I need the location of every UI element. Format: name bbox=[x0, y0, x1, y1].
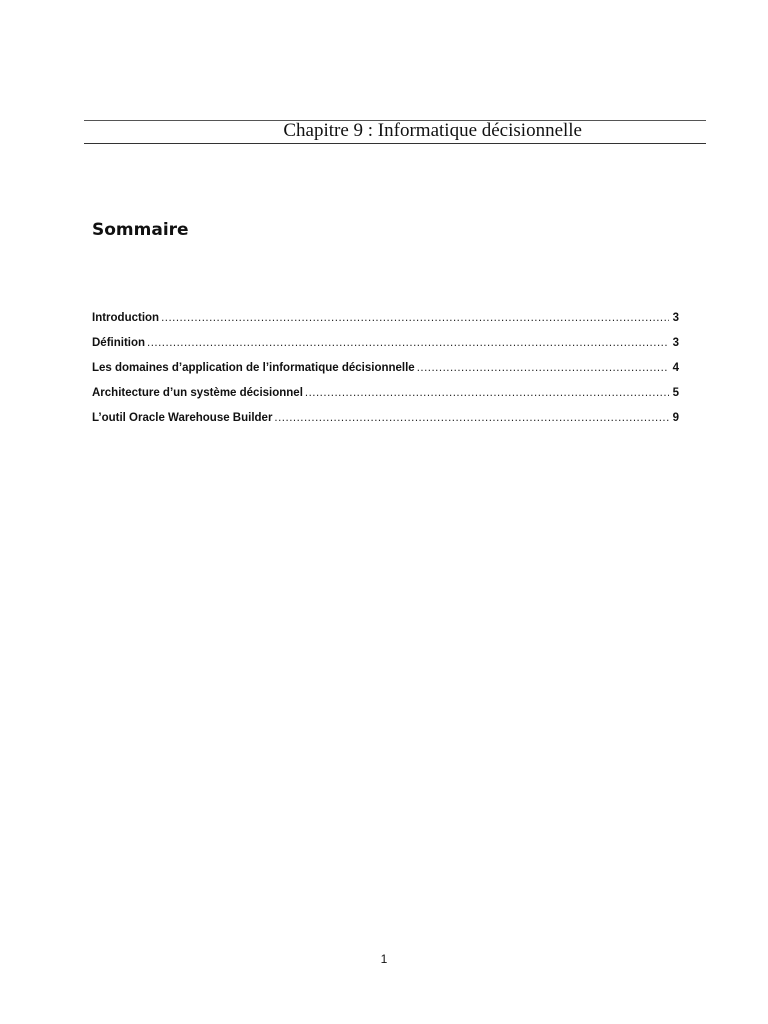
toc-dot-leader bbox=[161, 312, 669, 324]
toc-entry-page: 3 bbox=[672, 312, 679, 324]
toc-entry-label: L’outil Oracle Warehouse Builder bbox=[92, 412, 273, 424]
chapter-title: Chapitre 9 : Informatique décisionnelle bbox=[283, 120, 582, 141]
toc-heading: Sommaire bbox=[92, 220, 189, 240]
toc-entry-label: Architecture d’un système décisionnel bbox=[92, 387, 303, 399]
toc-dot-leader bbox=[147, 337, 669, 349]
toc-entry-domaines[interactable] bbox=[92, 362, 679, 387]
header-rule-bottom bbox=[84, 143, 706, 144]
toc-entry-page: 9 bbox=[672, 412, 679, 424]
toc-entry-definition[interactable] bbox=[92, 337, 679, 362]
table-of-contents bbox=[92, 312, 679, 437]
toc-dot-leader bbox=[417, 362, 669, 374]
toc-entry-introduction[interactable] bbox=[92, 312, 679, 337]
toc-entry-label: Définition bbox=[92, 337, 146, 349]
toc-entry-oracle-warehouse-builder[interactable] bbox=[92, 412, 679, 437]
toc-entry-page: 5 bbox=[672, 387, 679, 399]
toc-entry-label: Introduction bbox=[92, 312, 160, 324]
toc-dot-leader bbox=[305, 387, 669, 399]
toc-entry-page: 4 bbox=[672, 362, 679, 374]
toc-dot-leader bbox=[274, 412, 669, 424]
toc-entry-page: 3 bbox=[672, 337, 679, 349]
toc-entry-label: Les domaines d’application de l’informatique décisionnelle bbox=[92, 362, 415, 374]
toc-entry-architecture[interactable] bbox=[92, 387, 679, 412]
page-number: 1 bbox=[380, 952, 388, 966]
